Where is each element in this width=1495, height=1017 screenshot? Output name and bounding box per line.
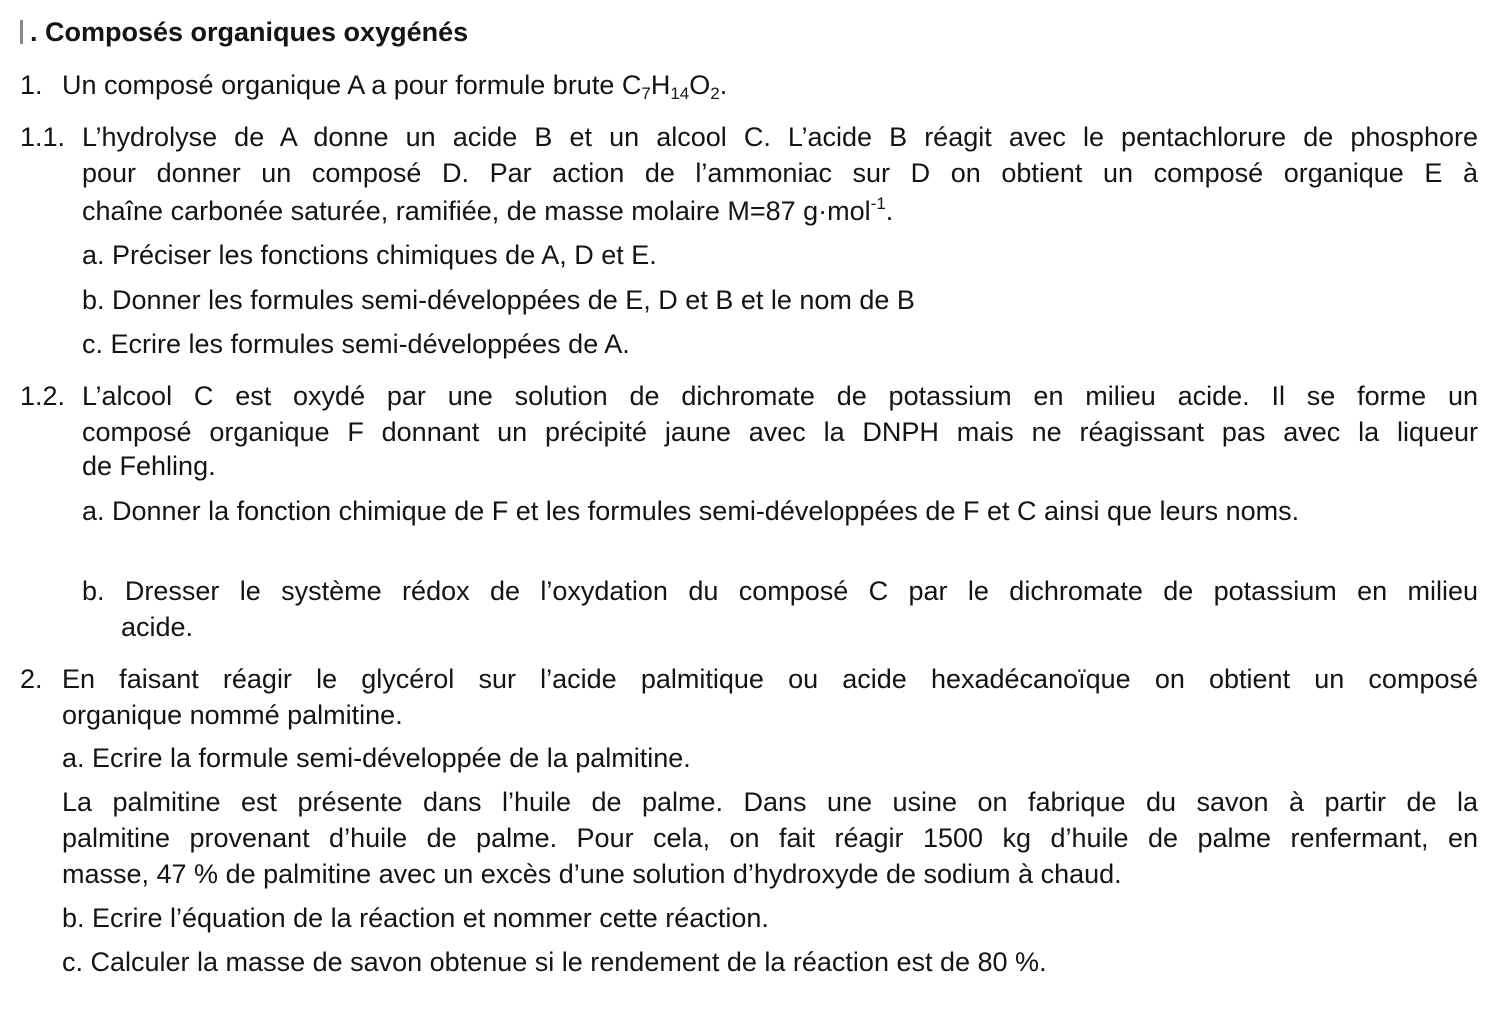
question-2-paragraph-line-2: palmitine provenant d’huile de palme. Pour cela, on fait réagir 1500 kg d’huile de palme renfermant, en: [62, 823, 1478, 853]
question-1-1-a: a. Préciser les fonctions chimiques de A, D et E.: [82, 240, 657, 270]
question-1-2-a: a. Donner la fonction chimique de F et les formules semi-développées de F et C ainsi que leurs noms.: [82, 496, 1300, 526]
question-1-1-line-3: chaîne carbonée saturée, ramifiée, de masse molaire M=87 g·mol$^{-1}$.: [82, 194, 894, 226]
question-1-2-b-line-2: acide.: [121, 612, 194, 642]
question-1-1-number: 1.1.: [20, 122, 66, 152]
section-title: . Composés organiques oxygénés: [30, 17, 469, 47]
question-2-c: c. Calculer la masse de savon obtenue si le rendement de la réaction est de 80 %.: [62, 947, 1047, 977]
question-1-2-line-2: composé organique F donnant un précipité jaune avec la DNPH mais ne réagissant pas avec la liqueur: [82, 417, 1478, 447]
question-2-a: a. Ecrire la formule semi-développée de la palmitine.: [62, 743, 691, 773]
question-1-1-line-2: pour donner un composé D. Par action de l’ammoniac sur D on obtient un composé organique E à: [82, 158, 1478, 188]
question-2-paragraph-line-3: masse, 47 % de palmitine avec un excès d’une solution d’hydroxyde de sodium à chaud.: [62, 859, 1122, 889]
question-1-2-number: 1.2.: [20, 381, 66, 411]
question-1-2-b-line-1: b. Dresser le système rédox de l’oxydation du composé C par le dichromate de potassium en milieu: [82, 576, 1478, 606]
question-1-2-line-3: de Fehling.: [82, 451, 216, 481]
question-1-1-b: b. Donner les formules semi-développées de E, D et B et le nom de B: [82, 285, 915, 315]
molecular-formula: $C_7H_{14}O_2$.: [621, 70, 728, 103]
question-2-number: 2.: [20, 664, 43, 694]
question-2-b: b. Ecrire l’équation de la réaction et nommer cette réaction.: [62, 903, 769, 933]
question-1-1-line-1: L’hydrolyse de A donne un acide B et un alcool C. L’acide B réagit avec le pentachlorure de phosphore: [82, 122, 1478, 152]
question-2-paragraph-line-1: La palmitine est présente dans l’huile de palme. Dans une usine on fabrique du savon à partir de la: [62, 787, 1478, 817]
question-1-2-line-1: L’alcool C est oxydé par une solution de dichromate de potassium en milieu acide. Il se forme un: [82, 381, 1478, 411]
question-1-text: [62, 67, 727, 103]
question-1-number: 1.: [20, 70, 43, 100]
section-marker: [20, 20, 23, 44]
question-1-sentence: Un composé organique A a pour formule brute: [62, 70, 622, 100]
question-2-line-1: En faisant réagir le glycérol sur l’acide palmitique ou acide hexadécanoïque on obtient un composé: [62, 664, 1478, 694]
question-1-1-c: c. Ecrire les formules semi-développées de A.: [82, 329, 630, 359]
question-2-line-2: organique nommé palmitine.: [62, 700, 403, 730]
